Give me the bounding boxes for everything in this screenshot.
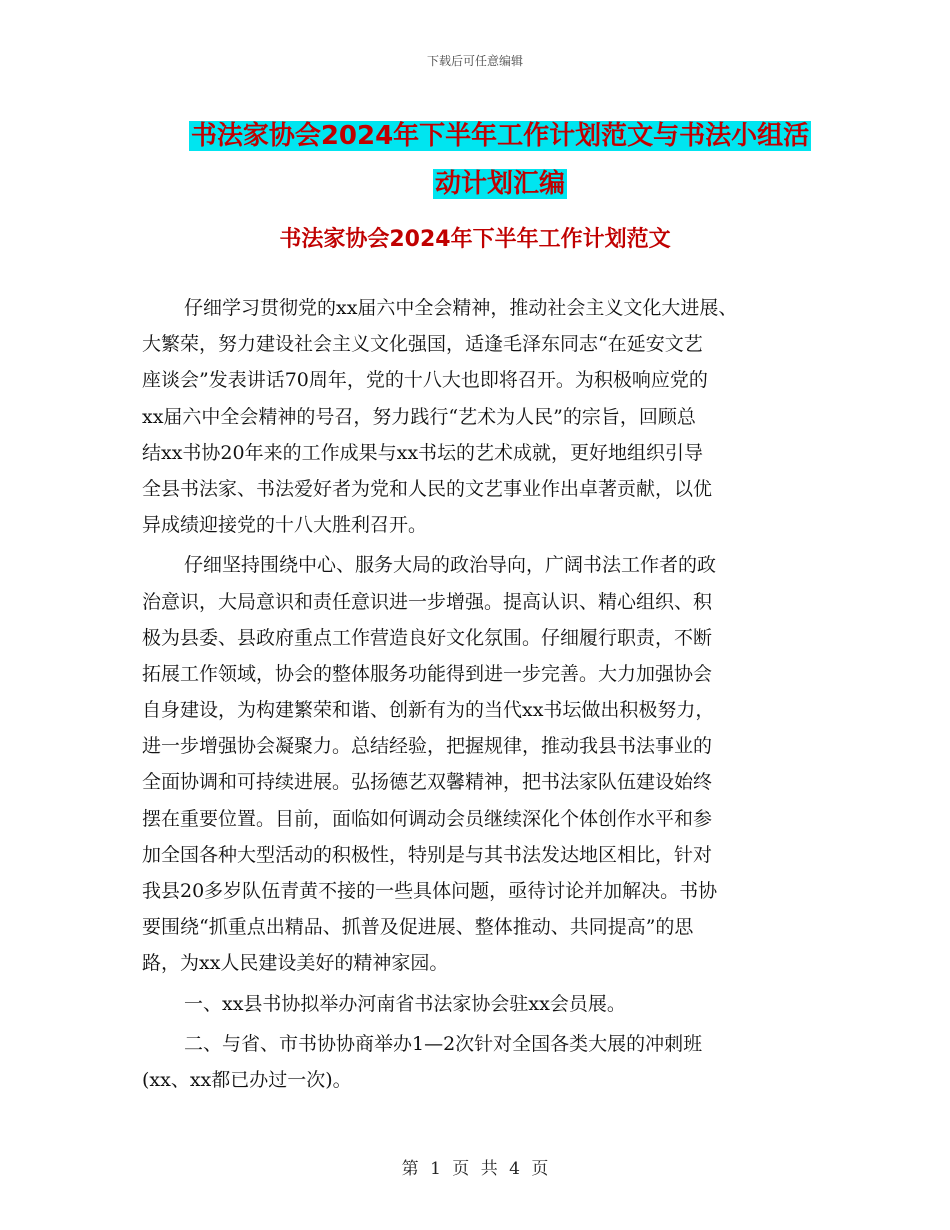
section-title: 书法家协会2024年下半年工作计划范文 [279, 227, 671, 252]
body-line: 进一步增强协会凝聚力。总结经验，把握规律，推动我县书法事业的 [142, 735, 713, 758]
body-line: 一、xx县书协拟举办河南省书法家协会驻xx会员展。 [184, 992, 626, 1015]
document-title-line-1: 书法家协会2024年下半年工作计划范文与书法小组活 [190, 121, 810, 151]
body-line: 座谈会”发表讲话70周年，党的十八大也即将召开。为积极响应党的 [142, 369, 708, 392]
body-line: 自身建设，为构建繁荣和谐、创新有为的当代xx书坛做出积极努力， [142, 699, 715, 722]
body-line: 拓展工作领域，协会的整体服务功能得到进一步完善。大力加强协会 [142, 662, 713, 685]
header-note: 下载后可任意编辑 [426, 54, 523, 68]
body-line: xx届六中全会精神的号召，努力践行“艺术为人民”的宗旨，回顾总 [142, 405, 696, 428]
body-line: (xx、xx都已办过一次)。 [142, 1068, 352, 1091]
body-line: 仔细学习贯彻党的xx届六中全会精神，推动社会主义文化大进展、 [184, 297, 738, 319]
body-text [142, 290, 812, 1098]
page-footer: 第 1 页 共 4 页 [401, 1159, 549, 1179]
body-line: 要围绕“抓重点出精品、抓普及促进展、整体推动、共同提高”的思 [142, 916, 694, 939]
body-line: 路，为xx人民建设美好的精神家园。 [142, 952, 449, 975]
body-line: 异成绩迎接党的十八大胜利召开。 [142, 514, 428, 537]
body-line: 二、与省、市书协协商举办1—2次针对全国各类大展的冲刺班 [184, 1032, 703, 1055]
body-line: 加全国各种大型活动的积极性，特别是与其书法发达地区相比，针对 [142, 843, 713, 866]
body-line: 大繁荣，努力建设社会主义文化强国，适逢毛泽东同志“在延安文艺 [142, 333, 703, 356]
body-line: 我县20多岁队伍青黄不接的一些具体问题，亟待讨论并加解决。书协 [142, 880, 718, 902]
body-line: 摆在重要位置。目前，面临如何调动会员继续深化个体创作水平和参 [142, 807, 713, 830]
body-line: 极为县委、县政府重点工作营造良好文化氛围。仔细履行职责，不断 [142, 626, 713, 649]
body-line: 结xx书协20年来的工作成果与xx书坛的艺术成就，更好地组织引导 [142, 441, 704, 464]
body-line: 全县书法家、书法爱好者为党和人民的文艺事业作出卓著贡献，以优 [142, 477, 713, 500]
body-line: 仔细坚持围绕中心、服务大局的政治导向，广阔书法工作者的政 [184, 554, 717, 577]
body-line: 全面协调和可持续进展。弘扬德艺双馨精神，把书法家队伍建设始终 [142, 771, 713, 794]
document-title-line-2: 动计划汇编 [434, 169, 565, 199]
document-title [140, 112, 860, 208]
body-line: 治意识，大局意识和责任意识进一步增强。提高认识、精心组织、积 [142, 590, 713, 613]
